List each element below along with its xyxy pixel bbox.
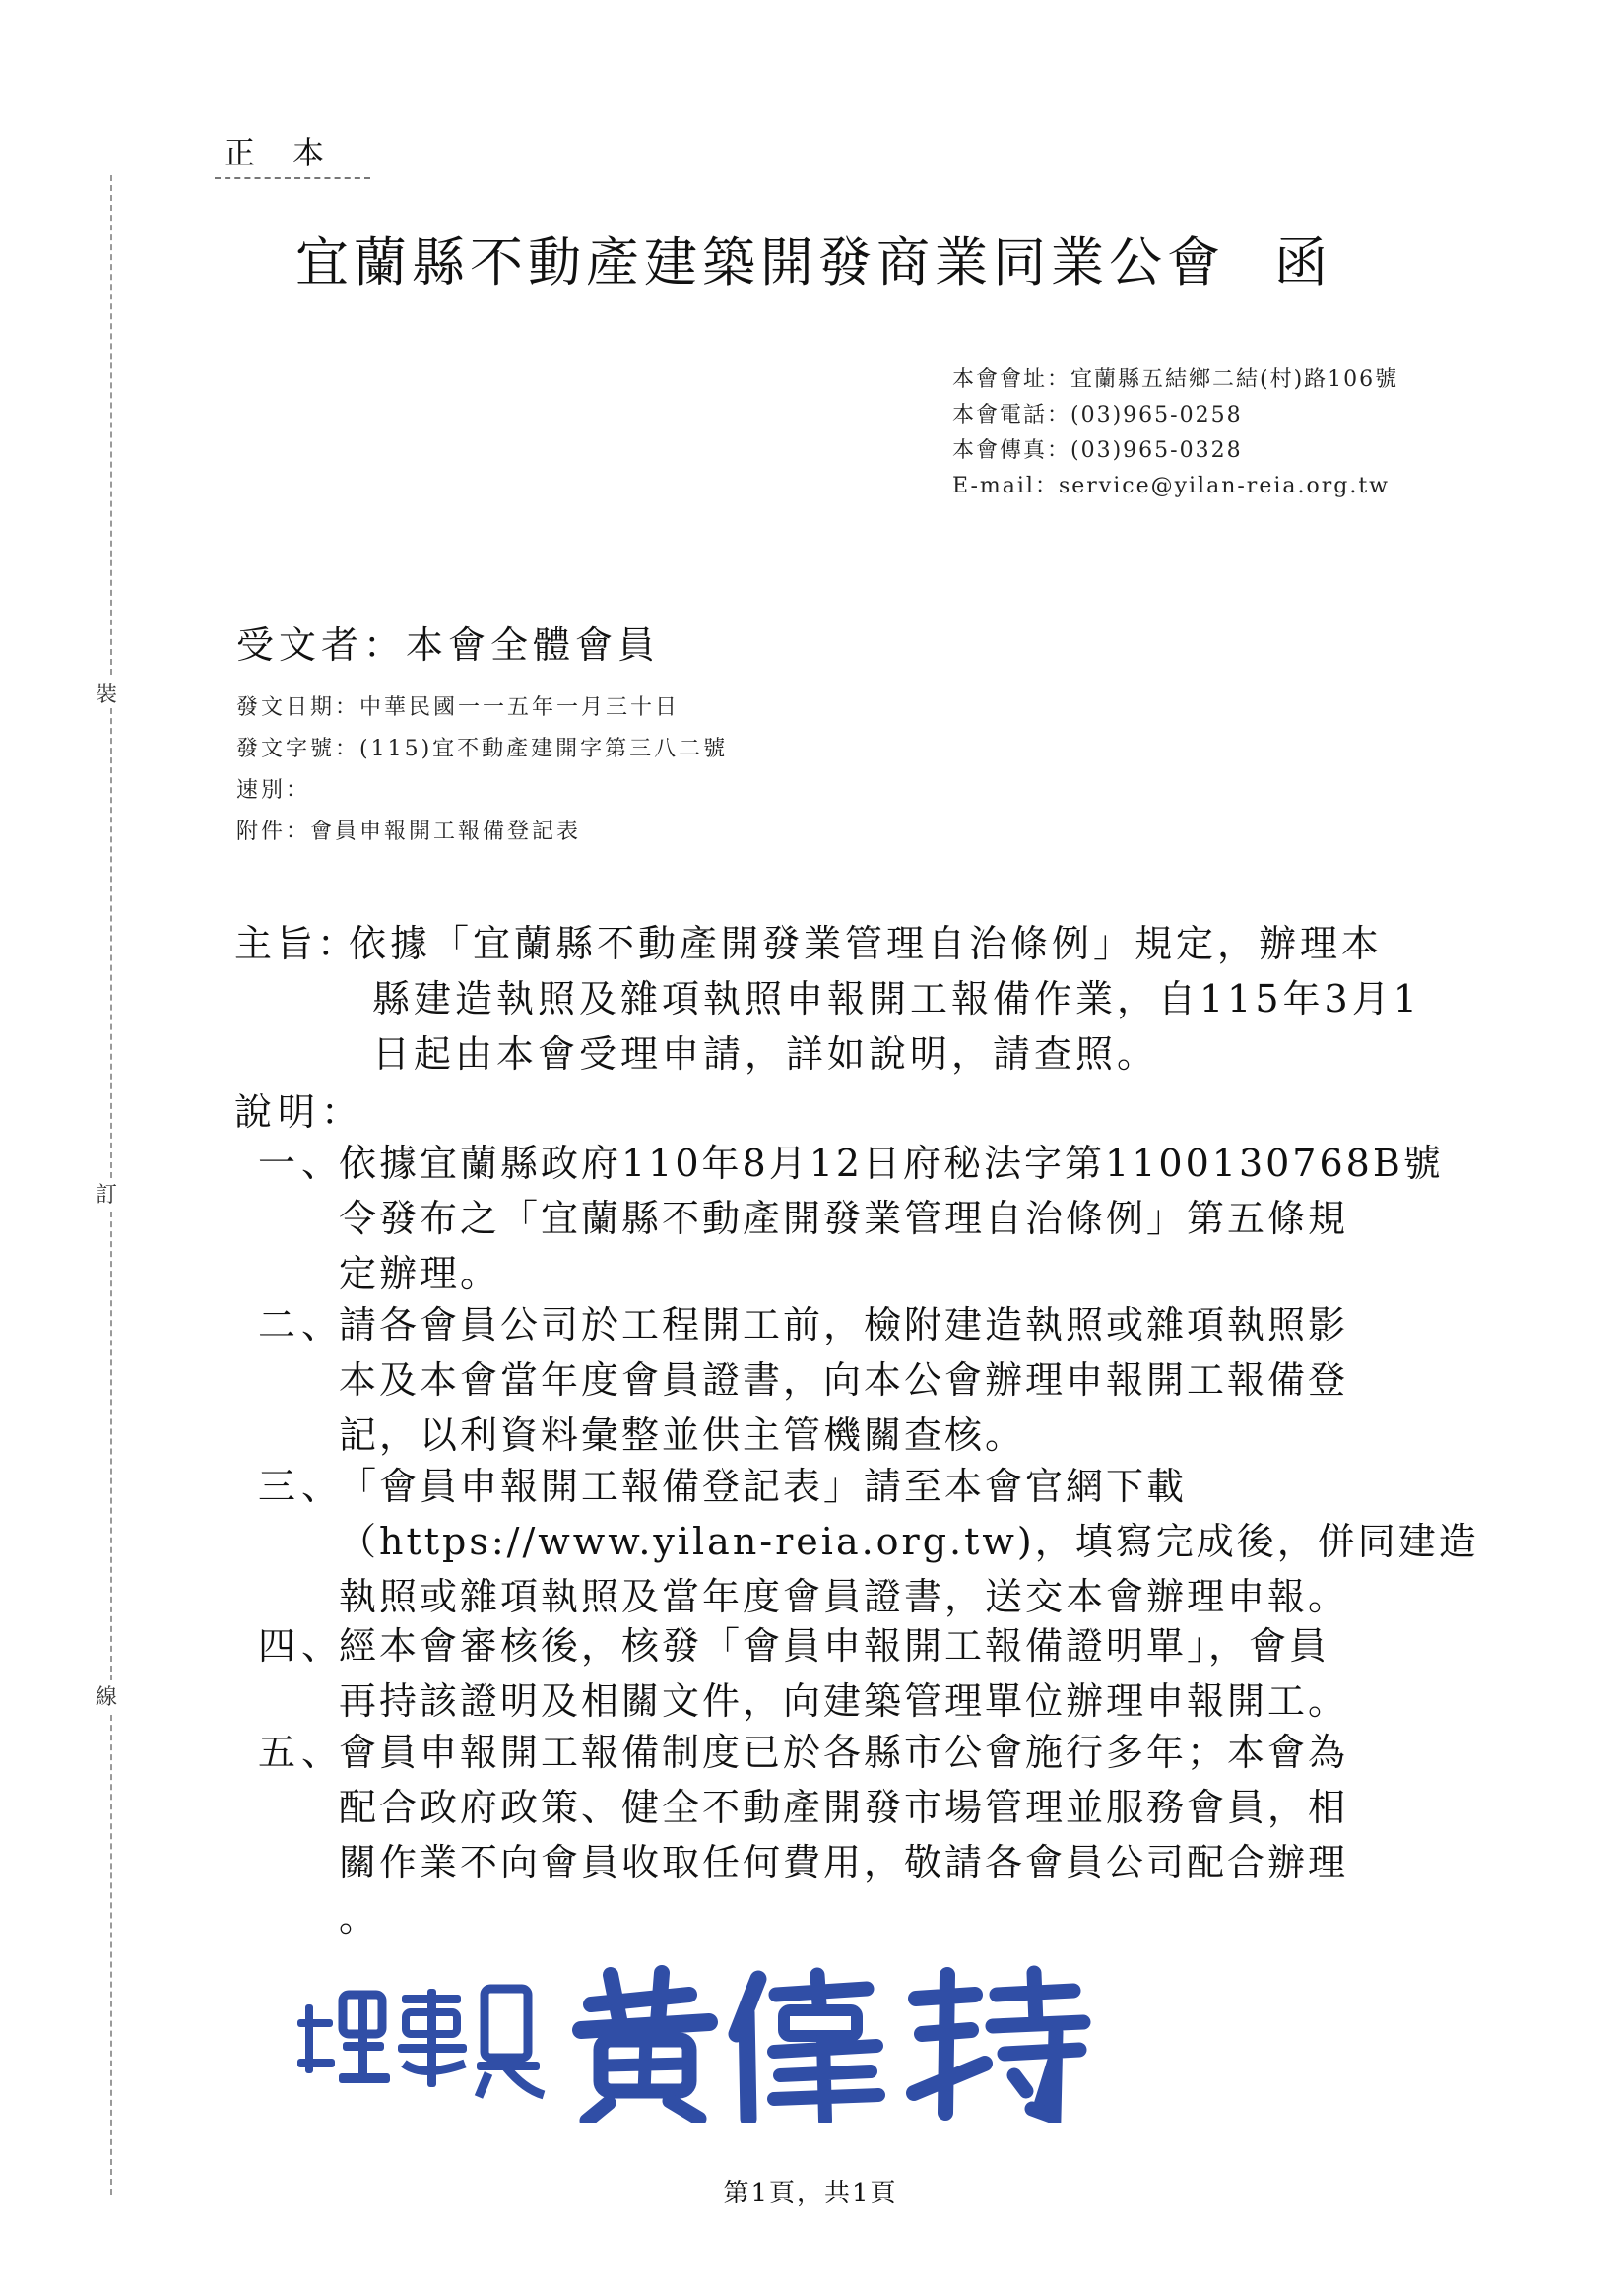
subject-label: 主旨： <box>234 922 359 965</box>
recipient: 受文者：本會全體會員 <box>236 623 661 667</box>
page-footer: 第1頁，共1頁 <box>723 2179 898 2208</box>
contact-phone: 本會電話：(03)965-0258 <box>952 403 1243 427</box>
binding-mark: 線 <box>96 1680 117 1711</box>
item-line: 再持該證明及相關文件，向建築管理單位辦理申報開工。 <box>339 1679 1349 1723</box>
item-number: 五、 <box>258 1731 346 1774</box>
chairman-signature-stamp <box>295 1965 1103 2123</box>
copy-label: 正本 <box>215 128 370 179</box>
organization-name: 宜蘭縣不動產建築開發商業同業公會 <box>295 231 1225 294</box>
item-line: 令發布之「宜蘭縣不動產開發業管理自治條例」第五條規 <box>339 1197 1349 1240</box>
item-line: 依據宜蘭縣政府110年8月12日府秘法字第1100130768B號 <box>339 1142 1444 1185</box>
item-line: 請各會員公司於工程開工前，檢附建造執照或雜項執照影 <box>339 1303 1349 1346</box>
item-line: （https://www.yilan-reia.org.tw)，填寫完成後，併同建造 <box>339 1520 1479 1563</box>
document-title <box>295 221 1332 296</box>
binding-mark: 訂 <box>96 1178 117 1209</box>
subject-line: 日起由本會受理申請，詳如說明，請查照。 <box>372 1032 1159 1076</box>
subject-line: 縣建造執照及雜項執照申報開工報備作業，自115年3月1 <box>372 977 1421 1020</box>
reference-number: 發文字號：(115)宜不動產建開字第三八二號 <box>236 737 729 761</box>
item-number: 四、 <box>258 1624 346 1668</box>
item-line: 會員申報開工報備制度已於各縣市公會施行多年；本會為 <box>339 1731 1349 1774</box>
subject-line: 依據「宜蘭縣不動產開發業管理自治條例」規定，辦理本 <box>349 922 1384 965</box>
contact-address: 本會會址：宜蘭縣五結鄉二結(村)路106號 <box>952 367 1399 392</box>
contact-email: E-mail：service@yilan-reia.org.tw <box>952 474 1390 498</box>
item-line: 執照或雜項執照及當年度會員證書，送交本會辦理申報。 <box>339 1575 1349 1618</box>
binding-mark: 裝 <box>96 678 117 708</box>
item-line: 本及本會當年度會員證書，向本公會辦理申報開工報備登 <box>339 1358 1349 1402</box>
item-line: 。 <box>339 1896 380 1939</box>
item-number: 一、 <box>258 1142 346 1185</box>
document-type: 函 <box>1274 231 1332 294</box>
attachment: 附件：會員申報開工報備登記表 <box>236 820 582 844</box>
issue-date: 發文日期：中華民國一一五年一月三十日 <box>236 695 681 720</box>
item-line: 經本會審核後，核發「會員申報開工報備證明單」，會員 <box>339 1624 1330 1668</box>
contact-fax: 本會傳真：(03)965-0328 <box>952 438 1243 463</box>
contact-block <box>952 362 1398 504</box>
item-number: 三、 <box>258 1465 346 1508</box>
item-line: 配合政府政策、健全不動產開發市場管理並服務會員，相 <box>339 1786 1349 1829</box>
item-number: 二、 <box>258 1303 346 1346</box>
delivery-speed: 速別： <box>236 778 311 803</box>
item-line: 記，以利資料彙整並供主管機關查核。 <box>339 1413 1026 1457</box>
item-line: 「會員申報開工報備登記表」請至本會官網下載 <box>339 1465 1188 1508</box>
item-line: 關作業不向會員收取任何費用，敬請各會員公司配合辦理 <box>339 1841 1349 1884</box>
explanation-label: 說明： <box>234 1090 365 1134</box>
item-line: 定辦理。 <box>339 1252 501 1295</box>
meta-block <box>236 688 728 853</box>
